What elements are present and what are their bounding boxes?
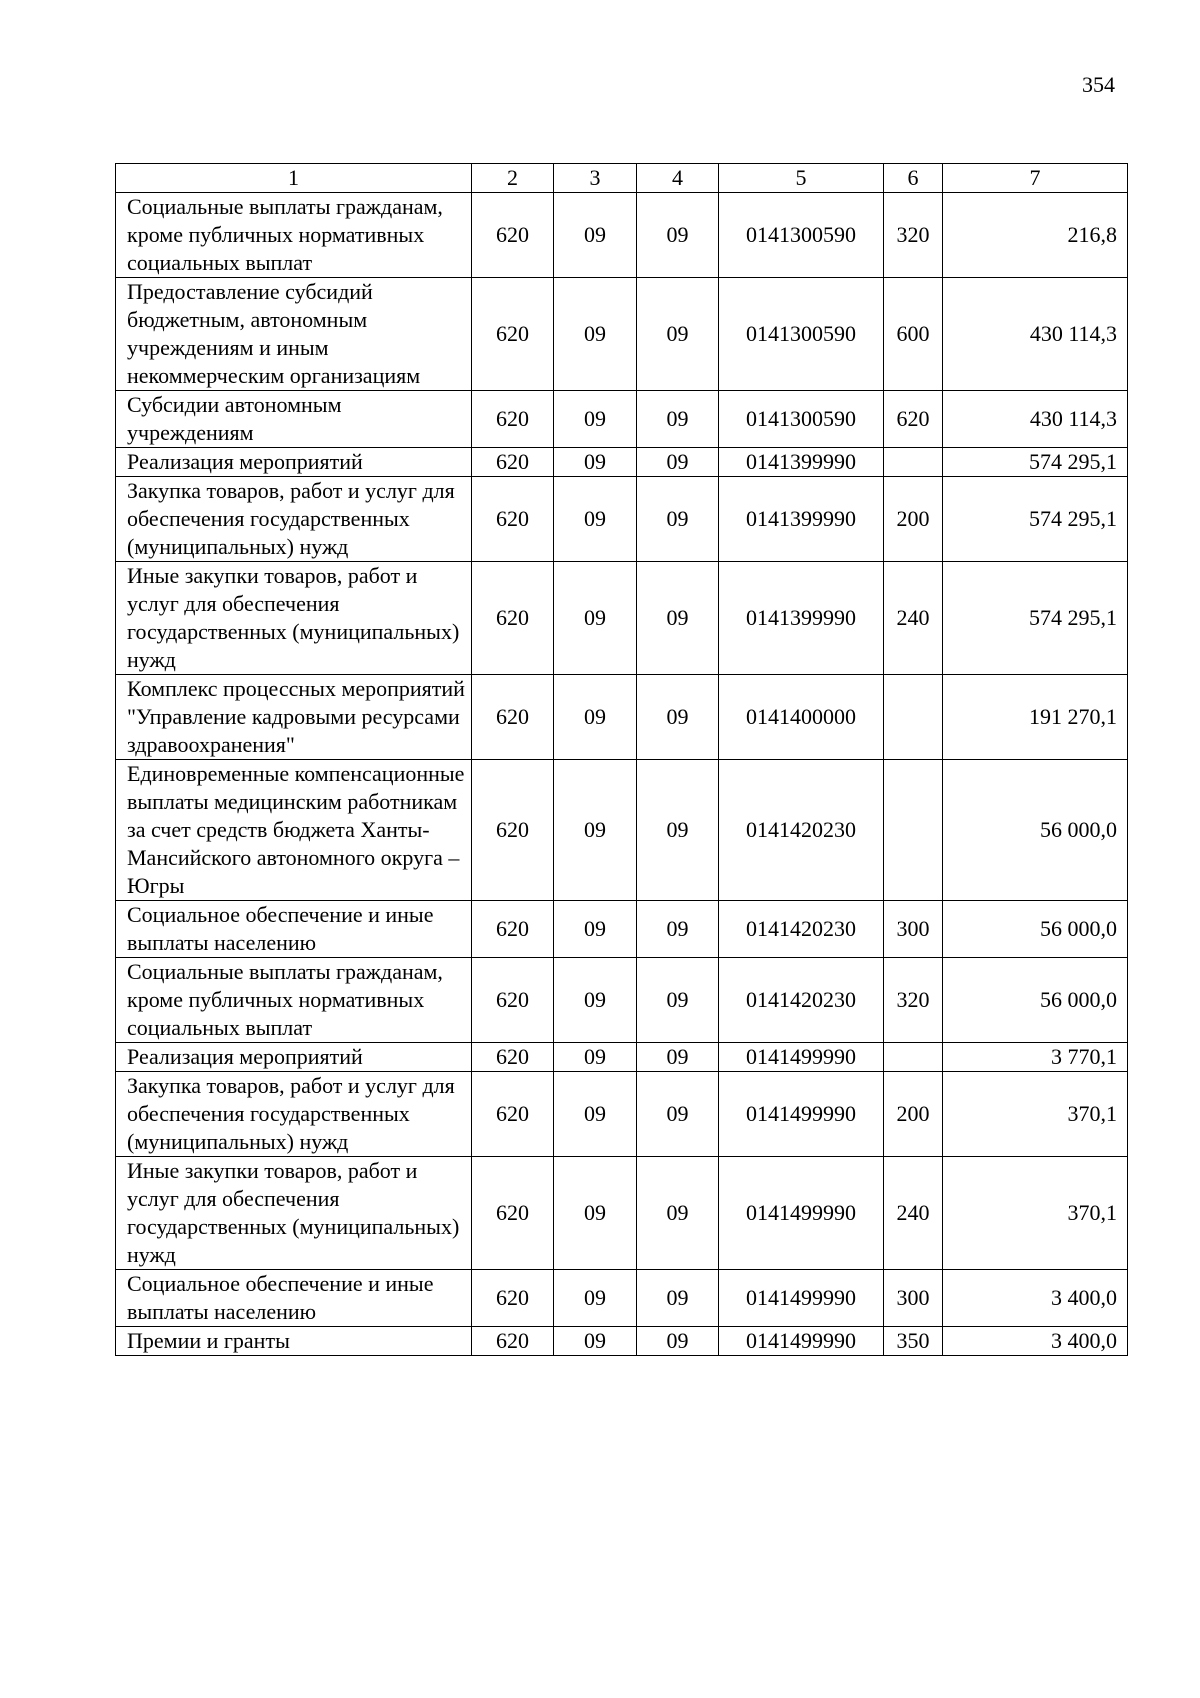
row-col-6: 240 <box>884 562 943 675</box>
row-col-6: 350 <box>884 1327 943 1356</box>
row-col-2: 620 <box>472 1043 554 1072</box>
table-row <box>116 1157 1128 1270</box>
row-col-3: 09 <box>554 1072 637 1157</box>
row-col-6 <box>884 1043 943 1072</box>
row-col-6: 620 <box>884 391 943 448</box>
row-col-2: 620 <box>472 901 554 958</box>
row-col-3: 09 <box>554 1327 637 1356</box>
row-col-5: 0141300590 <box>719 391 884 448</box>
row-col-2: 620 <box>472 278 554 391</box>
row-col-3: 09 <box>554 675 637 760</box>
row-col-6: 200 <box>884 477 943 562</box>
column-header-3: 3 <box>554 164 637 193</box>
header-row <box>116 164 1128 193</box>
row-amount: 574 295,1 <box>943 477 1128 562</box>
row-name: Иные закупки товаров, работ и услуг для обеспечения государственных (муниципальных) нужд <box>116 562 472 675</box>
row-name: Премии и гранты <box>116 1327 472 1356</box>
row-amount: 56 000,0 <box>943 958 1128 1043</box>
column-header-2: 2 <box>472 164 554 193</box>
row-col-3: 09 <box>554 1270 637 1327</box>
row-name: Реализация мероприятий <box>116 448 472 477</box>
row-col-2: 620 <box>472 448 554 477</box>
row-col-5: 0141399990 <box>719 477 884 562</box>
row-amount: 574 295,1 <box>943 448 1128 477</box>
table-row <box>116 477 1128 562</box>
row-name: Реализация мероприятий <box>116 1043 472 1072</box>
page-number: 354 <box>1082 72 1115 97</box>
row-amount: 430 114,3 <box>943 278 1128 391</box>
row-col-5: 0141300590 <box>719 193 884 278</box>
row-col-4: 09 <box>637 477 719 562</box>
row-amount: 370,1 <box>943 1072 1128 1157</box>
row-col-5: 0141499990 <box>719 1327 884 1356</box>
column-header-6: 6 <box>884 164 943 193</box>
row-col-2: 620 <box>472 1327 554 1356</box>
row-col-2: 620 <box>472 958 554 1043</box>
row-col-4: 09 <box>637 1072 719 1157</box>
row-name: Социальные выплаты гражданам, кроме публичных нормативных социальных выплат <box>116 958 472 1043</box>
row-col-6: 200 <box>884 1072 943 1157</box>
row-col-6 <box>884 760 943 901</box>
budget-table <box>115 163 1128 1356</box>
row-name: Субсидии автономным учреждениям <box>116 391 472 448</box>
row-col-3: 09 <box>554 760 637 901</box>
row-col-3: 09 <box>554 278 637 391</box>
table-row <box>116 562 1128 675</box>
row-name: Социальное обеспечение и иные выплаты населению <box>116 901 472 958</box>
table-row <box>116 1043 1128 1072</box>
table-row <box>116 1327 1128 1356</box>
row-col-5: 0141420230 <box>719 901 884 958</box>
row-col-6 <box>884 448 943 477</box>
row-col-3: 09 <box>554 1157 637 1270</box>
row-col-6: 320 <box>884 193 943 278</box>
row-col-4: 09 <box>637 760 719 901</box>
row-col-4: 09 <box>637 391 719 448</box>
row-col-4: 09 <box>637 448 719 477</box>
row-name: Комплекс процессных мероприятий "Управление кадровыми ресурсами здравоохранения" <box>116 675 472 760</box>
column-header-5: 5 <box>719 164 884 193</box>
row-name: Предоставление субсидий бюджетным, автономным учреждениям и иным некоммерческим организациям <box>116 278 472 391</box>
row-col-2: 620 <box>472 562 554 675</box>
row-amount: 370,1 <box>943 1157 1128 1270</box>
row-amount: 56 000,0 <box>943 760 1128 901</box>
row-col-2: 620 <box>472 1157 554 1270</box>
column-header-1: 1 <box>116 164 472 193</box>
row-col-5: 0141499990 <box>719 1072 884 1157</box>
row-col-5: 0141420230 <box>719 760 884 901</box>
row-name: Единовременные компенсационные выплаты медицинским работникам за счет средств бюджета Ханты-Мансийского автономного округа – Югры <box>116 760 472 901</box>
row-amount: 430 114,3 <box>943 391 1128 448</box>
row-col-4: 09 <box>637 901 719 958</box>
row-col-2: 620 <box>472 760 554 901</box>
row-col-5: 0141399990 <box>719 562 884 675</box>
row-col-6: 320 <box>884 958 943 1043</box>
row-amount: 56 000,0 <box>943 901 1128 958</box>
row-col-5: 0141420230 <box>719 958 884 1043</box>
table-row <box>116 391 1128 448</box>
row-amount: 3 400,0 <box>943 1270 1128 1327</box>
table-row <box>116 1072 1128 1157</box>
table-row <box>116 448 1128 477</box>
row-col-3: 09 <box>554 193 637 278</box>
row-col-3: 09 <box>554 1043 637 1072</box>
row-col-4: 09 <box>637 958 719 1043</box>
row-col-6: 300 <box>884 901 943 958</box>
row-col-2: 620 <box>472 1270 554 1327</box>
row-col-5: 0141499990 <box>719 1157 884 1270</box>
row-col-5: 0141499990 <box>719 1043 884 1072</box>
row-amount: 191 270,1 <box>943 675 1128 760</box>
row-col-3: 09 <box>554 477 637 562</box>
row-amount: 216,8 <box>943 193 1128 278</box>
row-col-2: 620 <box>472 1072 554 1157</box>
row-col-2: 620 <box>472 477 554 562</box>
row-col-2: 620 <box>472 391 554 448</box>
row-col-3: 09 <box>554 391 637 448</box>
row-col-5: 0141499990 <box>719 1270 884 1327</box>
row-col-4: 09 <box>637 278 719 391</box>
row-name: Социальные выплаты гражданам, кроме публичных нормативных социальных выплат <box>116 193 472 278</box>
row-col-3: 09 <box>554 562 637 675</box>
table-row <box>116 193 1128 278</box>
row-col-6: 300 <box>884 1270 943 1327</box>
table-row <box>116 901 1128 958</box>
row-col-4: 09 <box>637 1043 719 1072</box>
table-row <box>116 1270 1128 1327</box>
table-row <box>116 760 1128 901</box>
row-col-2: 620 <box>472 193 554 278</box>
row-col-3: 09 <box>554 901 637 958</box>
row-col-5: 0141300590 <box>719 278 884 391</box>
row-col-4: 09 <box>637 675 719 760</box>
row-name: Социальное обеспечение и иные выплаты населению <box>116 1270 472 1327</box>
row-col-2: 620 <box>472 675 554 760</box>
column-header-4: 4 <box>637 164 719 193</box>
row-col-6: 240 <box>884 1157 943 1270</box>
row-col-6 <box>884 675 943 760</box>
row-col-3: 09 <box>554 958 637 1043</box>
row-col-5: 0141399990 <box>719 448 884 477</box>
row-col-4: 09 <box>637 1327 719 1356</box>
row-col-4: 09 <box>637 193 719 278</box>
row-col-4: 09 <box>637 1157 719 1270</box>
table-row <box>116 278 1128 391</box>
row-name: Закупка товаров, работ и услуг для обеспечения государственных (муниципальных) нужд <box>116 477 472 562</box>
row-amount: 574 295,1 <box>943 562 1128 675</box>
column-header-7: 7 <box>943 164 1128 193</box>
row-col-4: 09 <box>637 1270 719 1327</box>
row-col-6: 600 <box>884 278 943 391</box>
row-col-4: 09 <box>637 562 719 675</box>
table-row <box>116 958 1128 1043</box>
row-col-5: 0141400000 <box>719 675 884 760</box>
row-amount: 3 770,1 <box>943 1043 1128 1072</box>
row-name: Закупка товаров, работ и услуг для обеспечения государственных (муниципальных) нужд <box>116 1072 472 1157</box>
table-row <box>116 675 1128 760</box>
row-col-3: 09 <box>554 448 637 477</box>
row-amount: 3 400,0 <box>943 1327 1128 1356</box>
row-name: Иные закупки товаров, работ и услуг для обеспечения государственных (муниципальных) нужд <box>116 1157 472 1270</box>
